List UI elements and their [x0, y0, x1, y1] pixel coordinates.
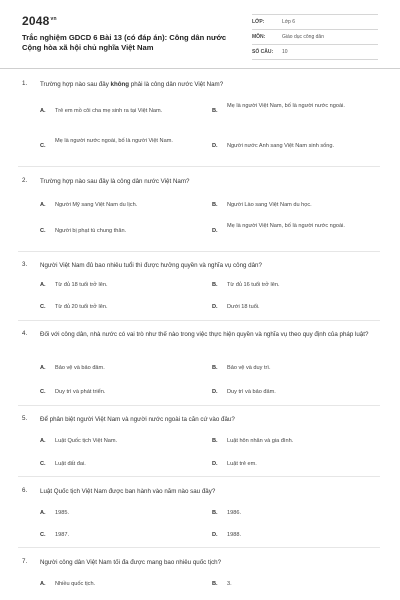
- option-letter: B.: [212, 581, 218, 587]
- option-letter: C.: [40, 228, 46, 234]
- option-text: 3.: [227, 581, 232, 587]
- option-letter: A.: [40, 510, 46, 516]
- option-letter: A.: [40, 108, 46, 114]
- option-text: 1985.: [55, 510, 69, 516]
- option-text: Dưới 18 tuổi.: [227, 304, 260, 310]
- option-text: Luật Quốc tịch Việt Nam.: [55, 438, 118, 444]
- option-letter: C.: [40, 143, 46, 149]
- meta-row-class: [252, 14, 378, 30]
- question-number: 7.: [22, 558, 28, 565]
- question-divider: [18, 547, 380, 548]
- meta-value: Giáo dục công dân: [282, 34, 324, 40]
- meta-row-count: [252, 45, 378, 60]
- option-text: 1988.: [227, 532, 241, 538]
- question-text: Đối với công dân, nhà nước có vai trò như thế nào trong việc thực hiện quyền và nghĩa vụ theo quy định của pháp luật?: [40, 331, 369, 338]
- option-text: Luật trẻ em.: [227, 461, 257, 467]
- option-letter: C.: [40, 532, 46, 538]
- meta-value: Lớp 6: [282, 19, 296, 25]
- logo-suffix: vn: [50, 16, 57, 22]
- option-text: Mẹ là người Việt Nam, bố là người nước ngoài.: [227, 103, 345, 109]
- question-number: 2.: [22, 177, 28, 184]
- option-letter: A.: [40, 581, 46, 587]
- question-number: 1.: [22, 80, 28, 87]
- option-letter: B.: [212, 108, 218, 114]
- option-letter: D.: [212, 532, 218, 538]
- option-letter: D.: [212, 228, 218, 234]
- option-letter: C.: [40, 389, 46, 395]
- option-letter: D.: [212, 389, 218, 395]
- header-divider: [0, 68, 400, 69]
- question-text: Trường hợp nào sau đây không phải là công dân nước Việt Nam?: [40, 81, 224, 88]
- meta-table: [252, 14, 378, 60]
- meta-row-subject: [252, 30, 378, 45]
- question-text: Để phân biệt người Việt Nam và người nước ngoài ta căn cứ vào đâu?: [40, 416, 235, 423]
- option-text: Bảo vệ và bảo đảm.: [55, 365, 105, 371]
- question-text: Luật Quốc tịch Việt Nam được ban hành vào năm nào sau đây?: [40, 488, 216, 495]
- meta-label: SỐ CÂU:: [252, 49, 274, 55]
- meta-label: LỚP:: [252, 19, 265, 25]
- option-letter: D.: [212, 143, 218, 149]
- question-divider: [18, 251, 380, 252]
- option-letter: C.: [40, 304, 46, 310]
- option-text: Bảo vệ và duy trì.: [227, 365, 271, 371]
- option-text: Duy trì và phát triển.: [55, 389, 106, 395]
- option-letter: D.: [212, 461, 218, 467]
- option-letter: B.: [212, 282, 218, 288]
- meta-label: MÔN:: [252, 34, 266, 40]
- option-letter: B.: [212, 510, 218, 516]
- question-divider: [18, 320, 380, 321]
- option-letter: B.: [212, 365, 218, 371]
- question-text: Người Việt Nam đủ bao nhiêu tuổi thì được hưởng quyền và nghĩa vụ công dân?: [40, 262, 262, 269]
- option-letter: A.: [40, 365, 46, 371]
- option-text: Người bị phạt tù chung thân.: [55, 228, 127, 234]
- question-number: 5.: [22, 415, 28, 422]
- option-text: Người Lào sang Việt Nam du học.: [227, 202, 312, 208]
- option-text: Trẻ em mồ côi cha mẹ sinh ra tại Việt Nam.: [55, 108, 163, 114]
- option-text: Duy trì và bảo đảm.: [227, 389, 276, 395]
- option-text: Từ đủ 20 tuổi trở lên.: [55, 304, 108, 310]
- question-text: Người công dân Việt Nam tối đa được mang bao nhiêu quốc tịch?: [40, 559, 222, 566]
- option-letter: A.: [40, 282, 46, 288]
- meta-value: 10: [282, 49, 288, 55]
- option-text: 1986.: [227, 510, 241, 516]
- page-title: Trắc nghiệm GDCD 6 Bài 13 (có đáp án): Công dân nước Cộng hòa xã hội chủ nghĩa Việt Nam: [22, 33, 227, 52]
- option-text: Người nước Anh sang Việt Nam sinh sống.: [227, 143, 335, 149]
- option-text: Từ đủ 18 tuổi trở lên.: [55, 282, 108, 288]
- option-text: Mẹ là người nước ngoài, bố là người Việt Nam.: [55, 138, 173, 144]
- option-text: 1987.: [55, 532, 69, 538]
- question-number: 6.: [22, 487, 28, 494]
- option-letter: A.: [40, 202, 46, 208]
- option-text: Luật hôn nhân và gia đình.: [227, 438, 294, 444]
- question-divider: [18, 405, 380, 406]
- question-text: Trường hợp nào sau đây là công dân nước Việt Nam?: [40, 178, 190, 185]
- option-text: Từ đủ 16 tuổi trở lên.: [227, 282, 280, 288]
- question-number: 4.: [22, 330, 28, 337]
- option-letter: B.: [212, 438, 218, 444]
- option-text: Người Mỹ sang Việt Nam du lịch.: [55, 202, 138, 208]
- option-letter: B.: [212, 202, 218, 208]
- option-letter: D.: [212, 304, 218, 310]
- option-text: Luật đất đai.: [55, 461, 86, 467]
- option-letter: A.: [40, 438, 46, 444]
- site-logo[interactable]: [22, 14, 57, 28]
- logo-text: 2048: [22, 14, 50, 28]
- question-number: 3.: [22, 261, 28, 268]
- option-text: Nhiều quốc tịch.: [55, 581, 96, 587]
- option-text: Mẹ là người Việt Nam, bố là người nước ngoài.: [227, 223, 345, 229]
- option-letter: C.: [40, 461, 46, 467]
- question-divider: [18, 476, 380, 477]
- question-divider: [18, 166, 380, 167]
